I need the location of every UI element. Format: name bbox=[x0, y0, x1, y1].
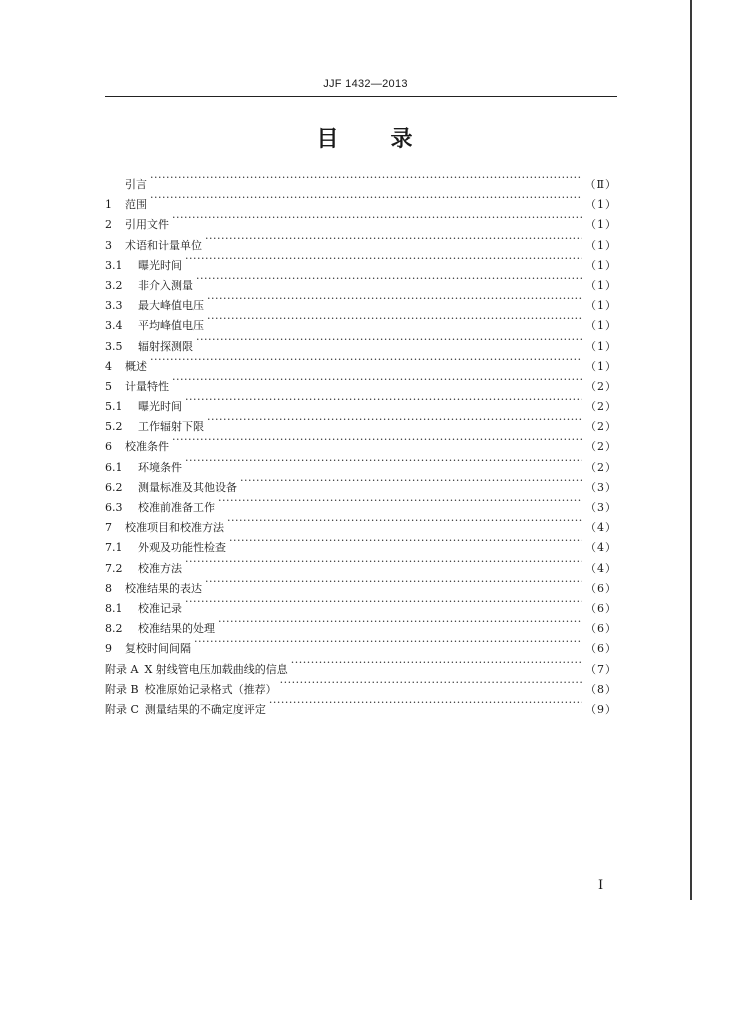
toc-entry-number: 3.1 bbox=[105, 258, 123, 272]
toc-leader-dots bbox=[218, 612, 582, 632]
toc-entry-number: 8.1 bbox=[105, 601, 123, 615]
page-title-right: 录 bbox=[390, 127, 415, 152]
toc-entry-label: 校准项目和校准方法 bbox=[125, 521, 224, 535]
toc-entry-label: 校准结果的表达 bbox=[125, 581, 202, 595]
toc-entry-number: 6 bbox=[105, 440, 112, 454]
toc-entry-number: 3.5 bbox=[105, 339, 123, 353]
toc-entry[interactable] bbox=[105, 430, 617, 454]
toc-entry-label: 最大峰值电压 bbox=[138, 299, 204, 313]
toc-entry-page: （2） bbox=[585, 440, 617, 454]
toc-entry[interactable] bbox=[105, 370, 617, 393]
toc-entry-label: 外观及功能性检查 bbox=[138, 541, 226, 555]
toc-entry[interactable] bbox=[105, 208, 617, 232]
toc-leader-dots bbox=[185, 390, 582, 410]
toc-entry-label: 引言 bbox=[125, 178, 147, 191]
toc-entry-number: 3.3 bbox=[105, 299, 123, 313]
toc-leader-dots bbox=[240, 471, 582, 491]
toc-entry-page: （2） bbox=[585, 460, 617, 474]
toc-entry-number: 4 bbox=[105, 359, 112, 373]
toc-entry-number: 附录 B bbox=[105, 682, 139, 696]
toc-entry-label: 概述 bbox=[125, 359, 147, 373]
toc-entry-page: （1） bbox=[585, 238, 617, 252]
toc-entry-page: （4） bbox=[585, 561, 617, 575]
toc-leader-dots bbox=[229, 531, 582, 551]
toc-leader-dots bbox=[185, 592, 582, 612]
toc-entry-page: （1） bbox=[585, 278, 617, 292]
toc-entry-number: 附录 A bbox=[105, 662, 139, 676]
toc-entry-page: （6） bbox=[585, 622, 617, 636]
toc-leader-dots bbox=[227, 511, 582, 531]
toc-entry-label: 范围 bbox=[125, 198, 147, 212]
toc-leader-dots bbox=[218, 491, 582, 511]
toc-entry-number: 6.3 bbox=[105, 501, 123, 514]
toc-leader-dots bbox=[280, 673, 582, 693]
page-title bbox=[0, 122, 731, 153]
toc-entry-label: 非介入测量 bbox=[138, 278, 193, 292]
toc-entry-page: （8） bbox=[585, 682, 617, 696]
toc-entry-page: （6） bbox=[585, 581, 617, 595]
standard-code-header: JJF 1432—2013 bbox=[323, 78, 408, 90]
toc-entry-page: （2） bbox=[585, 420, 617, 434]
toc-entry[interactable] bbox=[105, 451, 617, 474]
toc-entry-label: 校准结果的处理 bbox=[138, 622, 215, 636]
toc-entry-label: 校准前准备工作 bbox=[138, 501, 215, 514]
toc-entry-label: 校准条件 bbox=[125, 440, 169, 454]
toc-leader-dots bbox=[196, 330, 582, 350]
toc-entry-number: 3.2 bbox=[105, 278, 123, 292]
toc-entry-page: （1） bbox=[585, 359, 617, 373]
toc-entry-page: （3） bbox=[585, 501, 617, 514]
toc-entry-label: 工作辐射下限 bbox=[138, 420, 204, 434]
toc-entry-label: 术语和计量单位 bbox=[125, 238, 202, 252]
toc-entry-number: 6.1 bbox=[105, 460, 123, 474]
toc-leader-dots bbox=[291, 653, 582, 673]
toc-entry-number: 7.2 bbox=[105, 561, 123, 575]
toc-entry[interactable] bbox=[105, 188, 617, 212]
toc-leader-dots bbox=[185, 249, 582, 269]
header-rule bbox=[105, 96, 617, 97]
toc-entry-label: 校准原始记录格式（推荐） bbox=[144, 682, 277, 696]
toc-entry-page: （2） bbox=[585, 400, 617, 414]
toc-entry-page: （7） bbox=[585, 662, 617, 676]
toc-entry-page: （6） bbox=[585, 601, 617, 615]
toc-entry-number: 5 bbox=[105, 379, 112, 393]
toc-entry-page: （4） bbox=[585, 521, 617, 535]
toc-entry-label: 校准方法 bbox=[138, 561, 182, 575]
page-number: I bbox=[598, 878, 604, 893]
toc-entry-page: （1） bbox=[585, 198, 617, 212]
toc-leader-dots bbox=[185, 552, 582, 572]
toc-entry-number: 7.1 bbox=[105, 541, 123, 555]
toc-leader-dots bbox=[150, 350, 582, 370]
toc-entry-number: 附录 C bbox=[105, 702, 139, 716]
toc-entry[interactable] bbox=[105, 229, 617, 252]
toc-leader-dots bbox=[205, 229, 582, 249]
table-of-contents bbox=[105, 168, 617, 716]
toc-leader-dots bbox=[207, 289, 582, 309]
toc-entry-number: 1 bbox=[105, 198, 112, 212]
toc-entry-label: 平均峰值电压 bbox=[138, 319, 204, 333]
toc-entry-label: 曝光时间 bbox=[138, 258, 182, 272]
toc-entry-page: （1） bbox=[585, 299, 617, 313]
toc-entry-number: 8.2 bbox=[105, 622, 123, 636]
toc-entry-number: 5.2 bbox=[105, 420, 123, 434]
toc-entry-page: （4） bbox=[585, 541, 617, 555]
toc-leader-dots bbox=[150, 168, 582, 188]
toc-entry-label: X 射线管电压加载曲线的信息 bbox=[144, 662, 288, 676]
toc-entry-page: （1） bbox=[585, 339, 617, 353]
toc-leader-dots bbox=[207, 309, 582, 329]
toc-leader-dots bbox=[205, 572, 582, 592]
toc-entry[interactable] bbox=[105, 390, 617, 414]
toc-entry-number: 3 bbox=[105, 238, 112, 252]
toc-entry-label: 测量标准及其他设备 bbox=[138, 480, 237, 494]
toc-leader-dots bbox=[172, 430, 582, 450]
toc-leader-dots bbox=[150, 188, 582, 208]
toc-leader-dots bbox=[196, 269, 582, 289]
toc-entry-page: （1） bbox=[585, 218, 617, 232]
toc-leader-dots bbox=[194, 632, 582, 652]
toc-entry-page: （1） bbox=[585, 258, 617, 272]
toc-entry-number: 7 bbox=[105, 521, 112, 535]
toc-entry-label: 辐射探测限 bbox=[138, 339, 193, 353]
toc-leader-dots bbox=[185, 451, 582, 471]
toc-entry-page: （6） bbox=[585, 642, 617, 656]
toc-entry-number: 6.2 bbox=[105, 480, 123, 494]
toc-entry-label: 校准记录 bbox=[138, 601, 182, 615]
toc-entry-number: 9 bbox=[105, 642, 112, 656]
toc-leader-dots bbox=[207, 410, 582, 430]
toc-entry-page: （Ⅱ） bbox=[584, 178, 617, 191]
toc-entry-number: 8 bbox=[105, 581, 112, 595]
page-title-left: 目 bbox=[316, 127, 341, 152]
toc-entry-label: 测量结果的不确定度评定 bbox=[144, 702, 266, 716]
toc-entry-label: 计量特性 bbox=[125, 379, 169, 393]
toc-leader-dots bbox=[269, 693, 582, 713]
toc-entry-label: 引用文件 bbox=[125, 218, 169, 232]
toc-entry-page: （9） bbox=[585, 702, 617, 716]
toc-entry-page: （3） bbox=[585, 480, 617, 494]
toc-entry-label: 环境条件 bbox=[138, 460, 182, 474]
toc-entry-page: （1） bbox=[585, 319, 617, 333]
toc-entry-label: 复校时间间隔 bbox=[125, 642, 191, 656]
toc-entry-number: 2 bbox=[105, 218, 112, 232]
toc-leader-dots bbox=[172, 208, 582, 228]
toc-entry[interactable] bbox=[105, 350, 617, 373]
toc-entry-number: 3.4 bbox=[105, 319, 123, 333]
toc-entry-page: （2） bbox=[585, 379, 617, 393]
toc-entry-number: 5.1 bbox=[105, 400, 123, 414]
toc-entry[interactable] bbox=[105, 168, 617, 191]
toc-leader-dots bbox=[172, 370, 582, 390]
toc-entry-label: 曝光时间 bbox=[138, 400, 182, 414]
